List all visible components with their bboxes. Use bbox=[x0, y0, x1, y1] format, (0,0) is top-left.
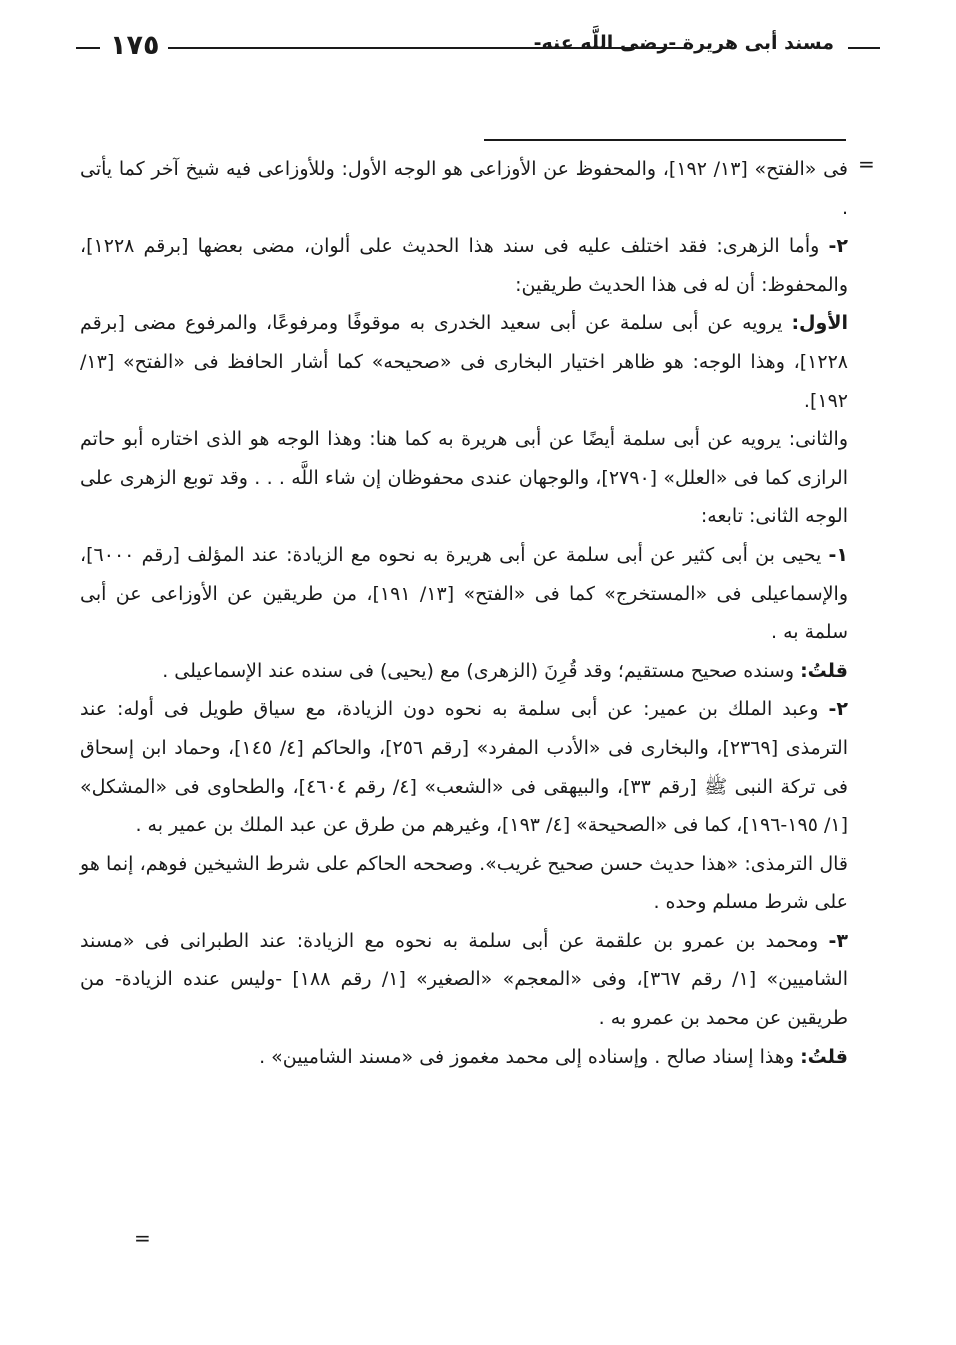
continuation-mark-end: = bbox=[134, 1226, 151, 1250]
paragraph bbox=[80, 922, 848, 1038]
paragraph bbox=[80, 652, 848, 691]
footnote-separator bbox=[484, 139, 846, 141]
paragraph-lead: قلتُ: bbox=[800, 1045, 848, 1068]
paragraph-lead: ٢- bbox=[828, 235, 848, 258]
paragraph bbox=[80, 150, 848, 227]
footnote-body bbox=[80, 150, 848, 1076]
paragraph-text: يرويه عن أبى سلمة عن أبى سعيد الخدرى به موقوفًا ومرفوعًا، والمرفوع مضى [برقم ١٢٢٨]، وهذا الوجه: هو ظاهر اختيار البخارى فى «صحيحه» كما أشار الحافظ فى «الفتح» [١٣/ ١٩٢]. bbox=[80, 312, 848, 412]
page-number: ١٧٥ bbox=[110, 30, 160, 61]
paragraph bbox=[80, 1038, 848, 1077]
paragraph-text: فى «الفتح» [١٣/ ١٩٢]، والمحفوظ عن الأوزاعى هو الوجه الأول: وللأوزاعى فيه شيخ آخر كما يأتى . bbox=[80, 158, 848, 219]
paragraph-text: والثانى: يرويه عن أبى سلمة أيضًا عن أبى هريرة به كما هنا: وهذا الوجه هو الذى اختاره أبو حاتم الرازى كما فى «العلل» [٢٧٩٠]، والوجهان عندى محفوظان إن شاء اللَّه . . . وقد توبع الزهرى على الوجه الثانى: تابعه: bbox=[80, 428, 848, 528]
paragraph bbox=[80, 227, 848, 304]
paragraph-text: وعبد الملك بن عمير: عن أبى سلمة به نحوه دون الزيادة، مع سياق طويل فى أوله: عند الترمذى [٢٣٦٩]، والبخارى فى «الأدب المفرد» [رقم ٢٥٦]، والحاكم [٤/ ١٤٥]، وحماد ابن إسحاق فى تركة النبى ﷺ [رقم ٣٣]، والبيهقى فى «الشعب» [٤/ رقم ٤٦٠٤]، والطحاوى فى «المشكل» [١/ ١٩٥-١٩٦]، كما فى «الصحيحة» [٤/ ١٩٣]، وغيرهم من طرق عن عبد الملك بن عمير به . bbox=[80, 698, 848, 837]
paragraph bbox=[80, 304, 848, 420]
paragraph-lead: ٢- bbox=[828, 698, 848, 721]
continuation-mark-start: = bbox=[858, 152, 875, 176]
paragraph-text: وأما الزهرى: فقد اختلف عليه فى سند هذا الحديث على ألوان، مضى بعضها [برقم ١٢٢٨]، والمحفوظ: أن له فى هذا الحديث طريقين: bbox=[80, 235, 848, 296]
paragraph-text: قال الترمذى: «هذا حديث حسن صحيح غريب». وصححه الحاكم على شرط الشيخين فوهم، إنما هو على شرط مسلم وحده . bbox=[80, 852, 848, 914]
paragraph bbox=[80, 420, 848, 536]
paragraph-text: وهذا إسناد صالح . وإسناده إلى محمد مغموز فى «مسند الشاميين» . bbox=[259, 1045, 801, 1068]
running-header bbox=[70, 28, 880, 68]
paragraph-lead: ١- bbox=[828, 543, 848, 566]
header-dash-right bbox=[848, 47, 880, 49]
paragraph-text: ومحمد بن عمرو بن علقمة عن أبى سلمة به نحوه مع الزيادة: عند الطبرانى فى «مسند الشاميين» [١/ رقم ٣٦٧]، وفى «المعجم» «الصغير» [١/ رقم ١٨٨] -وليس عنده الزيادة- من طريقين عن محمد بن عمرو به . bbox=[80, 929, 848, 1030]
paragraph-lead: ٣- bbox=[828, 929, 848, 952]
header-dash-left bbox=[76, 47, 100, 49]
running-title: مسند أبى هريرة -رضى اللَّه عنه- bbox=[533, 32, 834, 54]
paragraph-text: وسنده صحيح مستقيم؛ وقد قُرِنَ (الزهرى) مع (يحيى) فى سنده عند الإسماعيلى . bbox=[162, 659, 801, 682]
paragraph-text: يحيى بن أبى كثير عن أبى سلمة عن أبى هريرة به نحوه مع الزيادة: عند المؤلف [رقم ٦٠٠٠]، والإسماعيلى فى «المستخرج» كما فى «الفتح» [١٣/ ١٩١]، من طريقين عن الأوزاعى عن أبى سلمة به . bbox=[80, 543, 849, 644]
paragraph-lead: الأول: bbox=[791, 312, 848, 335]
paragraph bbox=[80, 690, 848, 844]
paragraph bbox=[80, 536, 848, 652]
paragraph bbox=[80, 845, 848, 922]
paragraph-lead: قلتُ: bbox=[800, 659, 848, 682]
